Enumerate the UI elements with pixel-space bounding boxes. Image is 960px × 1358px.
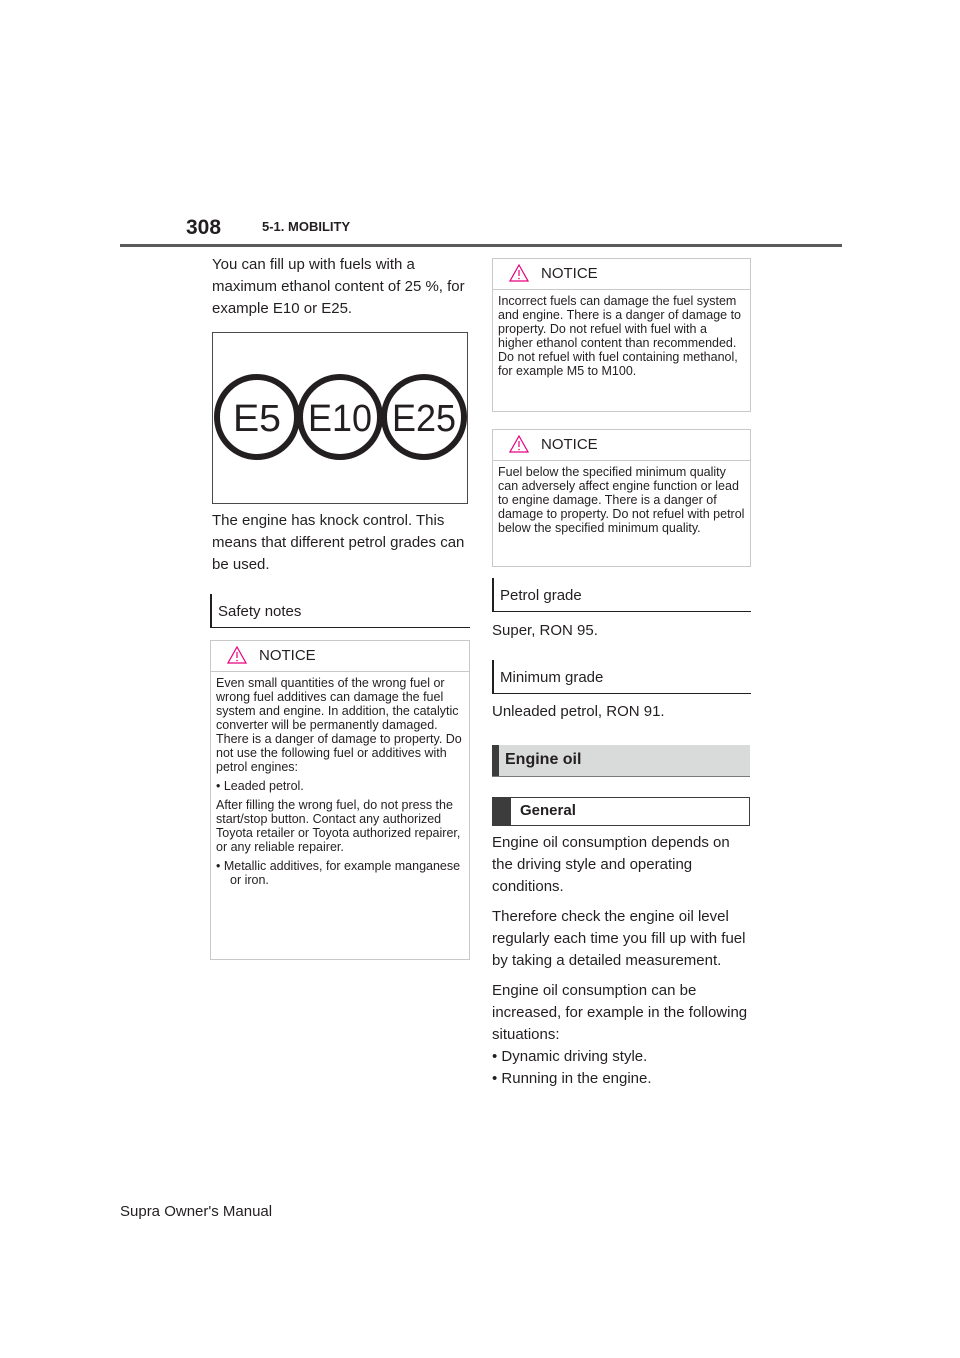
notice-body bbox=[211, 672, 469, 898]
intro-paragraph: You can fill up with fuels with a maximum ethanol content of 25 %, for example E10 or E25. bbox=[212, 256, 465, 317]
notice-paragraph: Even small quantities of the wrong fuel or wrong fuel additives can damage the fuel system and engine. In addition, the catalytic converter will be permanently damaged. There is a danger of damage to property. Do not use the following fuel or additives with petrol engines: bbox=[216, 676, 462, 774]
knock-paragraph: The engine has knock control. This means that different petrol grades can be used. bbox=[212, 512, 465, 573]
heading-bar bbox=[492, 660, 494, 694]
manual-title-footer: Supra Owner's Manual bbox=[120, 1203, 273, 1220]
notice-body bbox=[493, 290, 750, 389]
engine-oil-label: Engine oil bbox=[505, 751, 582, 768]
oil-paragraph: Therefore check the engine oil level regularly each time you fill up with fuel by taking a detailed measurement. bbox=[492, 908, 746, 969]
knock-text bbox=[212, 510, 468, 576]
warning-triangle-icon bbox=[227, 646, 247, 669]
header-rule bbox=[120, 244, 842, 247]
notice-box-minimum-quality bbox=[492, 429, 751, 567]
safety-notes-label: Safety notes bbox=[218, 603, 302, 620]
oil-paragraph: Engine oil consumption can be increased, for example in the following situations: bbox=[492, 982, 748, 1043]
petrol-grade-text: Super, RON 95. bbox=[492, 622, 598, 639]
heading-rule bbox=[492, 611, 751, 612]
page-number: 308 bbox=[186, 216, 222, 239]
petrol-grade-label: Petrol grade bbox=[500, 587, 582, 604]
warning-triangle-icon bbox=[509, 435, 529, 458]
heading-bar bbox=[210, 594, 212, 628]
heading-bar bbox=[492, 745, 499, 776]
heading-bar bbox=[492, 578, 494, 612]
minimum-grade-text: Unleaded petrol, RON 91. bbox=[492, 703, 665, 720]
ethanol-labels-svg bbox=[213, 333, 467, 503]
heading-rule bbox=[492, 693, 751, 694]
notice-body bbox=[493, 461, 750, 546]
notice-paragraph: Incorrect fuels can damage the fuel system and engine. There is a danger of damage to property. Do not refuel with fuel with a higher ethanol content than recommended. Do not refuel with fuel containing methanol, for example M5 to M100. bbox=[498, 294, 741, 378]
general-label: General bbox=[520, 802, 576, 819]
engine-oil-heading bbox=[492, 745, 750, 777]
engine-oil-text bbox=[492, 832, 754, 1090]
notice-header bbox=[493, 259, 750, 290]
warning-triangle-icon bbox=[509, 264, 529, 287]
heading-rule bbox=[210, 627, 470, 628]
oil-bullet: • Dynamic driving style. bbox=[492, 1048, 648, 1065]
oil-paragraph: Engine oil consumption depends on the driving style and operating conditions. bbox=[492, 834, 730, 895]
e25-label: E25 bbox=[392, 398, 456, 440]
notice-header bbox=[493, 430, 750, 461]
petrol-grade-heading bbox=[492, 578, 751, 612]
e10-label: E10 bbox=[308, 398, 372, 440]
minimum-grade-label: Minimum grade bbox=[500, 669, 604, 686]
notice-box-incorrect-fuels bbox=[492, 258, 751, 412]
notice-paragraph: Fuel below the specified minimum quality can adversely affect engine function or lead to engine damage. There is a danger of damage to property. Do not refuel with petrol below the specified minimum quality. bbox=[498, 465, 745, 535]
e5-label: E5 bbox=[233, 398, 281, 440]
notice-title: NOTICE bbox=[259, 647, 316, 664]
notice-paragraph: After filling the wrong fuel, do not press the start/stop button. Contact any authorized Toyota retailer or Toyota authorized repairer, or any reliable repairer. bbox=[216, 798, 461, 854]
notice-box-wrong-fuel bbox=[210, 640, 470, 960]
notice-title: NOTICE bbox=[541, 265, 598, 282]
notice-bullet: • Leaded petrol. bbox=[216, 779, 304, 793]
safety-notes-heading bbox=[210, 594, 470, 628]
notice-bullet: • Metallic additives, for example manganese or iron. bbox=[216, 859, 461, 887]
section-title: 5-1. MOBILITY bbox=[262, 219, 351, 234]
general-heading bbox=[492, 797, 750, 826]
notice-title: NOTICE bbox=[541, 436, 598, 453]
oil-bullet: • Running in the engine. bbox=[492, 1070, 652, 1087]
intro-text bbox=[212, 254, 468, 320]
heading-bar bbox=[493, 798, 511, 825]
minimum-grade-heading bbox=[492, 660, 751, 694]
notice-header bbox=[211, 641, 469, 672]
ethanol-label-figure bbox=[212, 332, 468, 504]
